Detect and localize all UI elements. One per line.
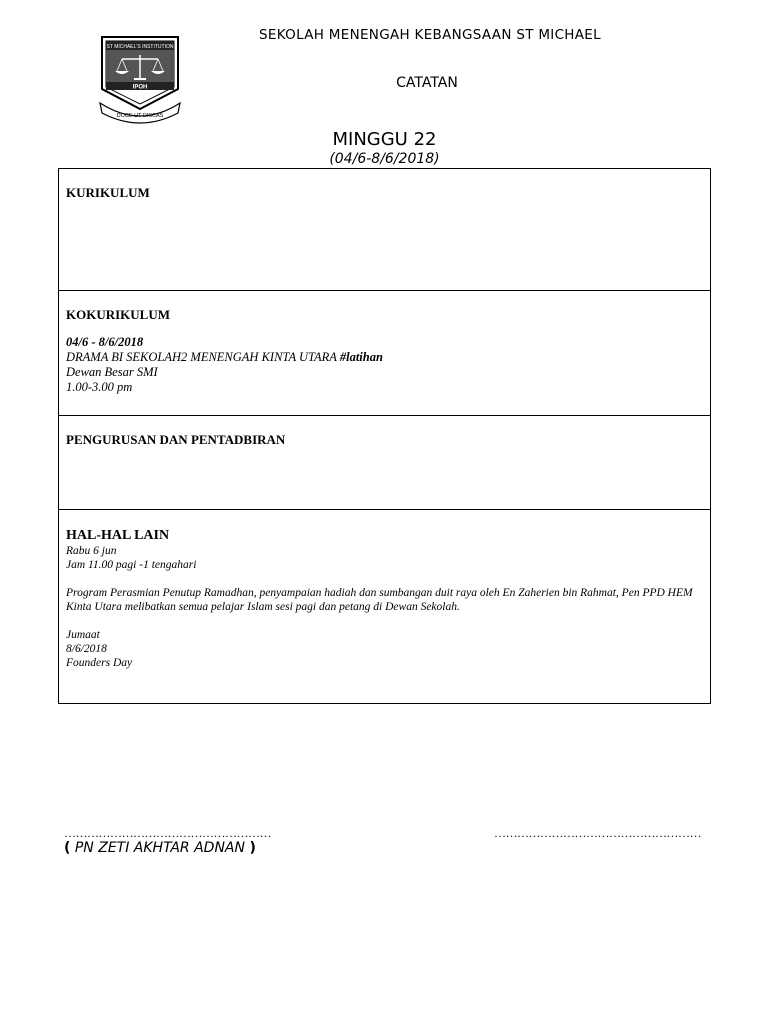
entry-time: Jam 11.00 pagi -1 tengahari [66, 559, 197, 571]
signature-line-left: ……………………………………………… [64, 826, 271, 840]
open-paren: ( [64, 840, 71, 856]
section-title: HAL-HAL LAIN [66, 528, 170, 543]
section-kurikulum [59, 169, 710, 290]
entry-date: 04/6 - 8/6/2018 [66, 335, 144, 349]
close-paren: ) [249, 840, 256, 856]
school-crest-icon [98, 33, 182, 125]
section-kokurikulum [59, 290, 710, 415]
crest-motto-text: DOCE UT DISCAS [116, 113, 164, 119]
section-title: PENGURUSAN DAN PENTADBIRAN [66, 432, 286, 447]
entry-date: 8/6/2018 [66, 643, 107, 655]
document-type: CATATAN [396, 75, 458, 91]
entry-event [66, 350, 703, 365]
section-hal-hal-lain [59, 509, 710, 703]
signer-name-text: PN ZETI AKHTAR ADNAN [74, 840, 245, 856]
entry-event: Founders Day [66, 657, 133, 669]
entry-event-text: DRAMA BI SEKOLAH2 MENENGAH KINTA UTARA [66, 350, 340, 364]
entry-program: Program Perasmian Penutup Ramadhan, penyampaian hadiah dan sumbangan duit raya oleh En Zaherien bin Rahmat, Pen PPD HEM Kinta Utara melibatkan semua pelajar Islam sesi pagi dan petang di Dewan Sekolah. [66, 587, 693, 613]
week-title: MINGGU 22 [332, 129, 437, 150]
crest-town-text: IPOH [132, 84, 148, 91]
section-title: KOKURIKULUM [66, 307, 170, 322]
crest-banner-text: ST MICHAEL'S INSTITUTION [106, 44, 174, 50]
entry-time: 1.00-3.00 pm [66, 380, 133, 394]
entry-day: Jumaat [66, 629, 100, 641]
entry-event-tag: #latihan [339, 350, 383, 364]
notes-table [58, 168, 711, 704]
section-title: KURIKULUM [66, 185, 150, 200]
entry-venue: Dewan Besar SMI [66, 365, 158, 379]
school-name: SEKOLAH MENENGAH KEBANGSAAN ST MICHAEL [259, 27, 601, 43]
entry-day: Rabu 6 jun [66, 545, 117, 557]
signature-line-right: ……………………………………………… [494, 826, 701, 840]
section-pengurusan [59, 415, 710, 509]
signer-name [64, 840, 256, 856]
week-dates: (04/6-8/6/2018) [329, 151, 440, 167]
